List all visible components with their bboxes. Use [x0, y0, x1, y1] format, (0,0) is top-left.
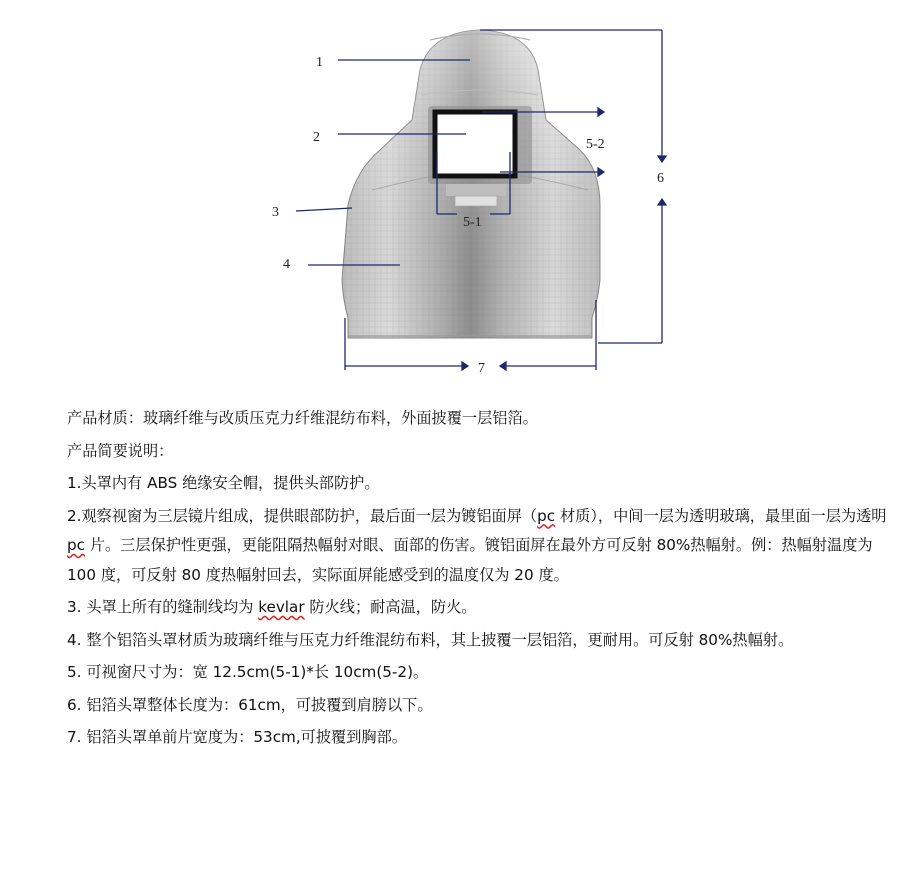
item-2-part-c: 片。三层保护性更强，更能阻隔热幅射对眼、面部的伤害。镀铝面屏在最外方可反射 80%热幅射。例：热幅射温度为 100 度，可反射 80 度热幅射回去，实际面屏能感受到的温度仅为 20 度。 — [67, 536, 873, 584]
item-6: 6. 铝箔头罩整体长度为：61cm，可披覆到肩膀以下。 — [67, 695, 433, 714]
item-3-kevlar: kevlar — [258, 598, 305, 616]
callout-5-1: 5-1 — [463, 215, 482, 230]
item-5: 5. 可视窗尺寸为：宽 12.5cm(5-1)*长 10cm(5-2)。 — [67, 663, 429, 681]
item-7: 7. 铝箔头罩单前片宽度为：53cm,可披覆到胸部。 — [67, 728, 407, 746]
item-2-pc-1: pc — [537, 506, 556, 525]
item-2-part-a: 2.观察视窗为三层镜片组成，提供眼部防护，最后面一层为镀铝面屏（ — [67, 506, 538, 525]
item-1: 1.头罩内有 ABS 绝缘安全帽，提供头部防护。 — [67, 474, 380, 492]
callout-6: 6 — [657, 171, 664, 186]
item-2-pc-2: pc — [67, 536, 85, 554]
callout-3: 3 — [272, 205, 279, 220]
callout-2: 2 — [313, 130, 320, 145]
description-text — [67, 404, 897, 753]
aluminum-hood-diagram — [0, 0, 913, 395]
callout-7: 7 — [478, 361, 485, 376]
item-3-part-b: 防火线；耐高温，防火。 — [304, 598, 477, 616]
callout-5-2: 5-2 — [586, 137, 605, 152]
item-4: 4. 整个铝箔头罩材质为玻璃纤维与压克力纤维混纺布料，其上披覆一层铝箔，更耐用。可反射 80%热幅射。 — [67, 630, 794, 649]
item-3 — [67, 593, 897, 623]
material-line: 产品材质：玻璃纤维与改质压克力纤维混纺布料，外面披覆一层铝箔。 — [67, 409, 538, 427]
callout-1: 1 — [316, 55, 323, 70]
item-3-part-a: 3. 头罩上所有的缝制线均为 — [67, 598, 259, 616]
item-2-part-b: 材质），中间一层为透明玻璃，最里面一层为透明 — [555, 506, 887, 525]
callout-4: 4 — [283, 257, 290, 272]
intro-line: 产品简要说明： — [67, 441, 174, 460]
item-2 — [67, 502, 897, 591]
